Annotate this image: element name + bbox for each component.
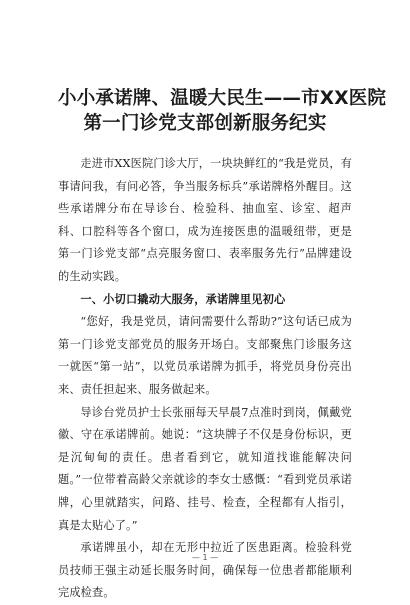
- section-heading-1: 一、小切口撬动大服务，承诺牌里见初心: [80, 292, 286, 306]
- paragraph-3: 导诊台党员护士长张丽每天早晨7点准时到岗，佩戴党徽、守在承诺牌前。她说：“这块牌子不仅是身份标识，更是沉甸甸的责任。患者看到它，就知道找谁能解决问题。”一位带着高龄父亲就诊的李女士感慨：“看到党员承诺牌，心里就踏实，问路、挂号、检查，全程都有人指引，真是太贴心了。”: [58, 405, 352, 532]
- title-line-1: 小小承诺牌、温暖大民生——市XX医院: [58, 88, 387, 109]
- paragraph-intro: 走进市XX医院门诊大厅，一块块鲜红的“我是党员，有事请问我，有问必答，争当服务标兵”承诺牌格外醒目。这些承诺牌分布在导诊台、检验科、抽血室、诊室、超声科、口腔科等各个窗口，成为连接医患的温暖纽带，更是第一门诊党支部“点亮服务窗口、表率服务先行”品牌建设的生动实践。: [58, 157, 352, 283]
- title-line-2: 第一门诊党支部创新服务纪实: [83, 113, 327, 134]
- paragraph-4: 承诺牌虽小，却在无形中拉近了医患距离。检验科党员技师王强主动延长服务时间，确保每一位患者都能顺利完成检查。: [58, 541, 352, 600]
- document-title: [58, 86, 387, 136]
- paragraph-2: “您好，我是党员，请问需要什么帮助?”这句话已成为第一门诊党支部党员的服务开场白。支部聚焦门诊服务这一就医“第一站”，以党员承诺牌为抓手，将党员身份亮出来、责任担起来、服务做起来。: [58, 315, 352, 396]
- page-number: — 1 —: [191, 553, 219, 562]
